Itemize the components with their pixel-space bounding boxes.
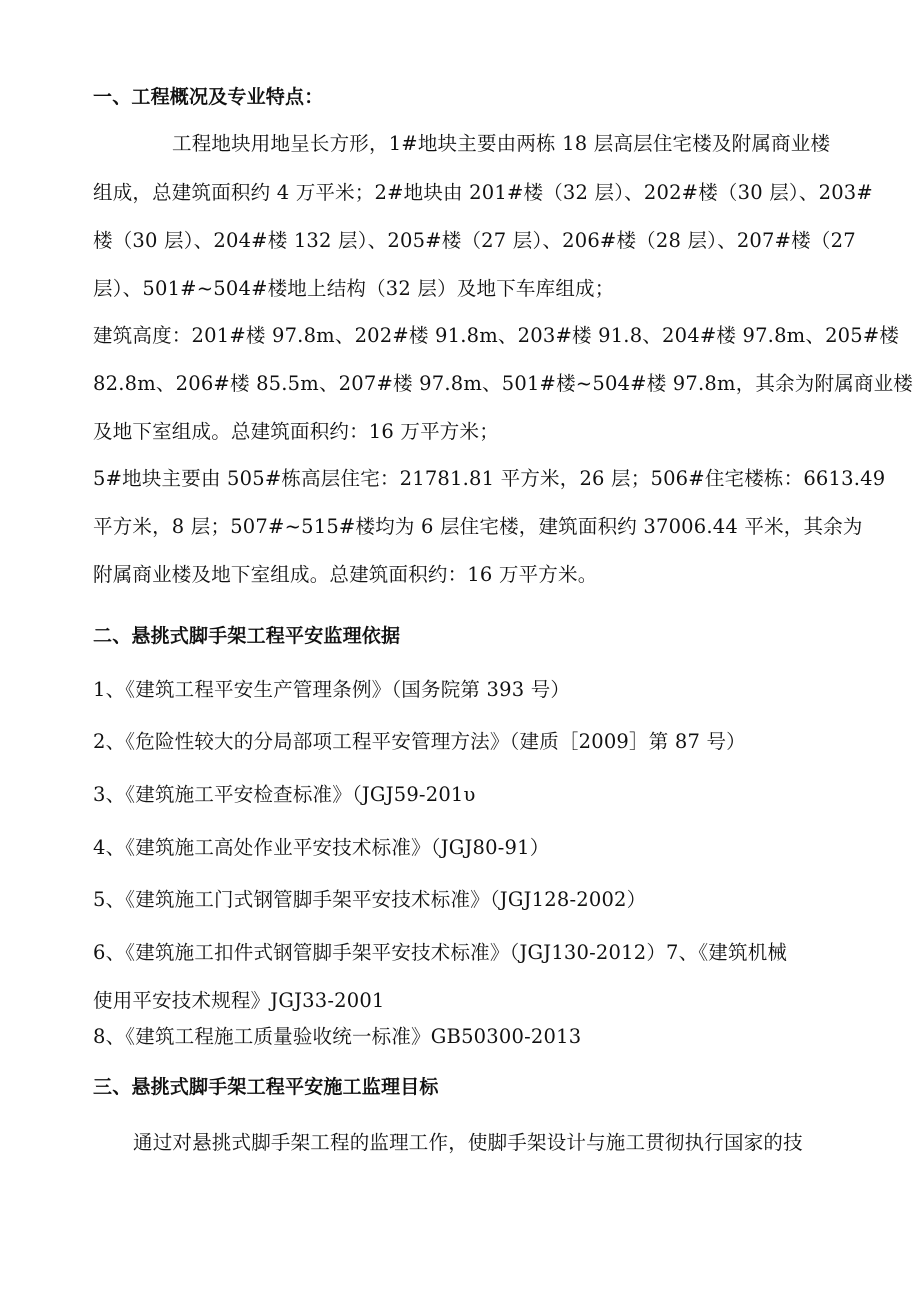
- paragraph-line: 建筑高度：201#楼 97.8m、202#楼 91.8m、203#楼 91.8、204#楼 97.8m、205#楼: [93, 324, 900, 347]
- paragraph-line: 组成，总建筑面积约 4 万平米；2#地块由 201#楼（32 层）、202#楼（30 层）、203#: [93, 181, 873, 204]
- reference-item: 1、《建筑工程平安生产管理条例》（国务院第 393 号）: [93, 678, 571, 701]
- paragraph-line: 工程地块用地呈长方形，1#地块主要由两栋 18 层高层住宅楼及附属商业楼: [172, 132, 831, 155]
- paragraph-line: 82.8m、206#楼 85.5m、207#楼 97.8m、501#楼~504#楼 97.8m，其余为附属商业楼: [93, 372, 914, 395]
- reference-item: 使用平安技术规程》JGJ33-2001: [93, 989, 385, 1012]
- reference-item: 2、《危险性较大的分局部项工程平安管理方法》（建质［2009］第 87 号）: [93, 730, 746, 753]
- paragraph-line: 楼（30 层）、204#楼 132 层）、205#楼（27 层）、206#楼（28 层）、207#楼（27: [93, 229, 856, 252]
- paragraph-line: 及地下室组成。总建筑面积约：16 万平方米；: [93, 420, 499, 443]
- reference-item: 3、《建筑施工平安检查标准》（JGJ59-201υ: [93, 783, 476, 806]
- reference-item: 8、《建筑工程施工质量验收统一标准》GB50300-2013: [93, 1025, 582, 1048]
- reference-item: 4、《建筑施工高处作业平安技术标准》（JGJ80-91）: [93, 836, 550, 859]
- reference-item: 5、《建筑施工门式钢管脚手架平安技术标准》（JGJ128-2002）: [93, 888, 647, 911]
- section3-heading: 三、悬挑式脚手架工程平安施工监理目标: [93, 1076, 439, 1098]
- paragraph-line: 层）、501#~504#楼地上结构（32 层）及地下车库组成；: [93, 277, 615, 300]
- section2-heading: 二、悬挑式脚手架工程平安监理依据: [93, 625, 401, 647]
- reference-item: 6、《建筑施工扣件式钢管脚手架平安技术标准》（JGJ130-2012）7、《建筑机械: [93, 941, 788, 964]
- paragraph-line: 平方米，8 层；507#~515#楼均为 6 层住宅楼，建筑面积约 37006.44 平米，其余为: [93, 515, 863, 538]
- paragraph-line: 5#地块主要由 505#栋高层住宅：21781.81 平方米，26 层；506#住宅楼栋：6613.49: [93, 467, 886, 490]
- paragraph-line: 附属商业楼及地下室组成。总建筑面积约：16 万平方米。: [93, 563, 598, 586]
- section1-heading: 一、工程概况及专业特点：: [93, 86, 324, 108]
- paragraph-line: 通过对悬挑式脚手架工程的监理工作，使脚手架设计与施工贯彻执行国家的技: [133, 1131, 803, 1154]
